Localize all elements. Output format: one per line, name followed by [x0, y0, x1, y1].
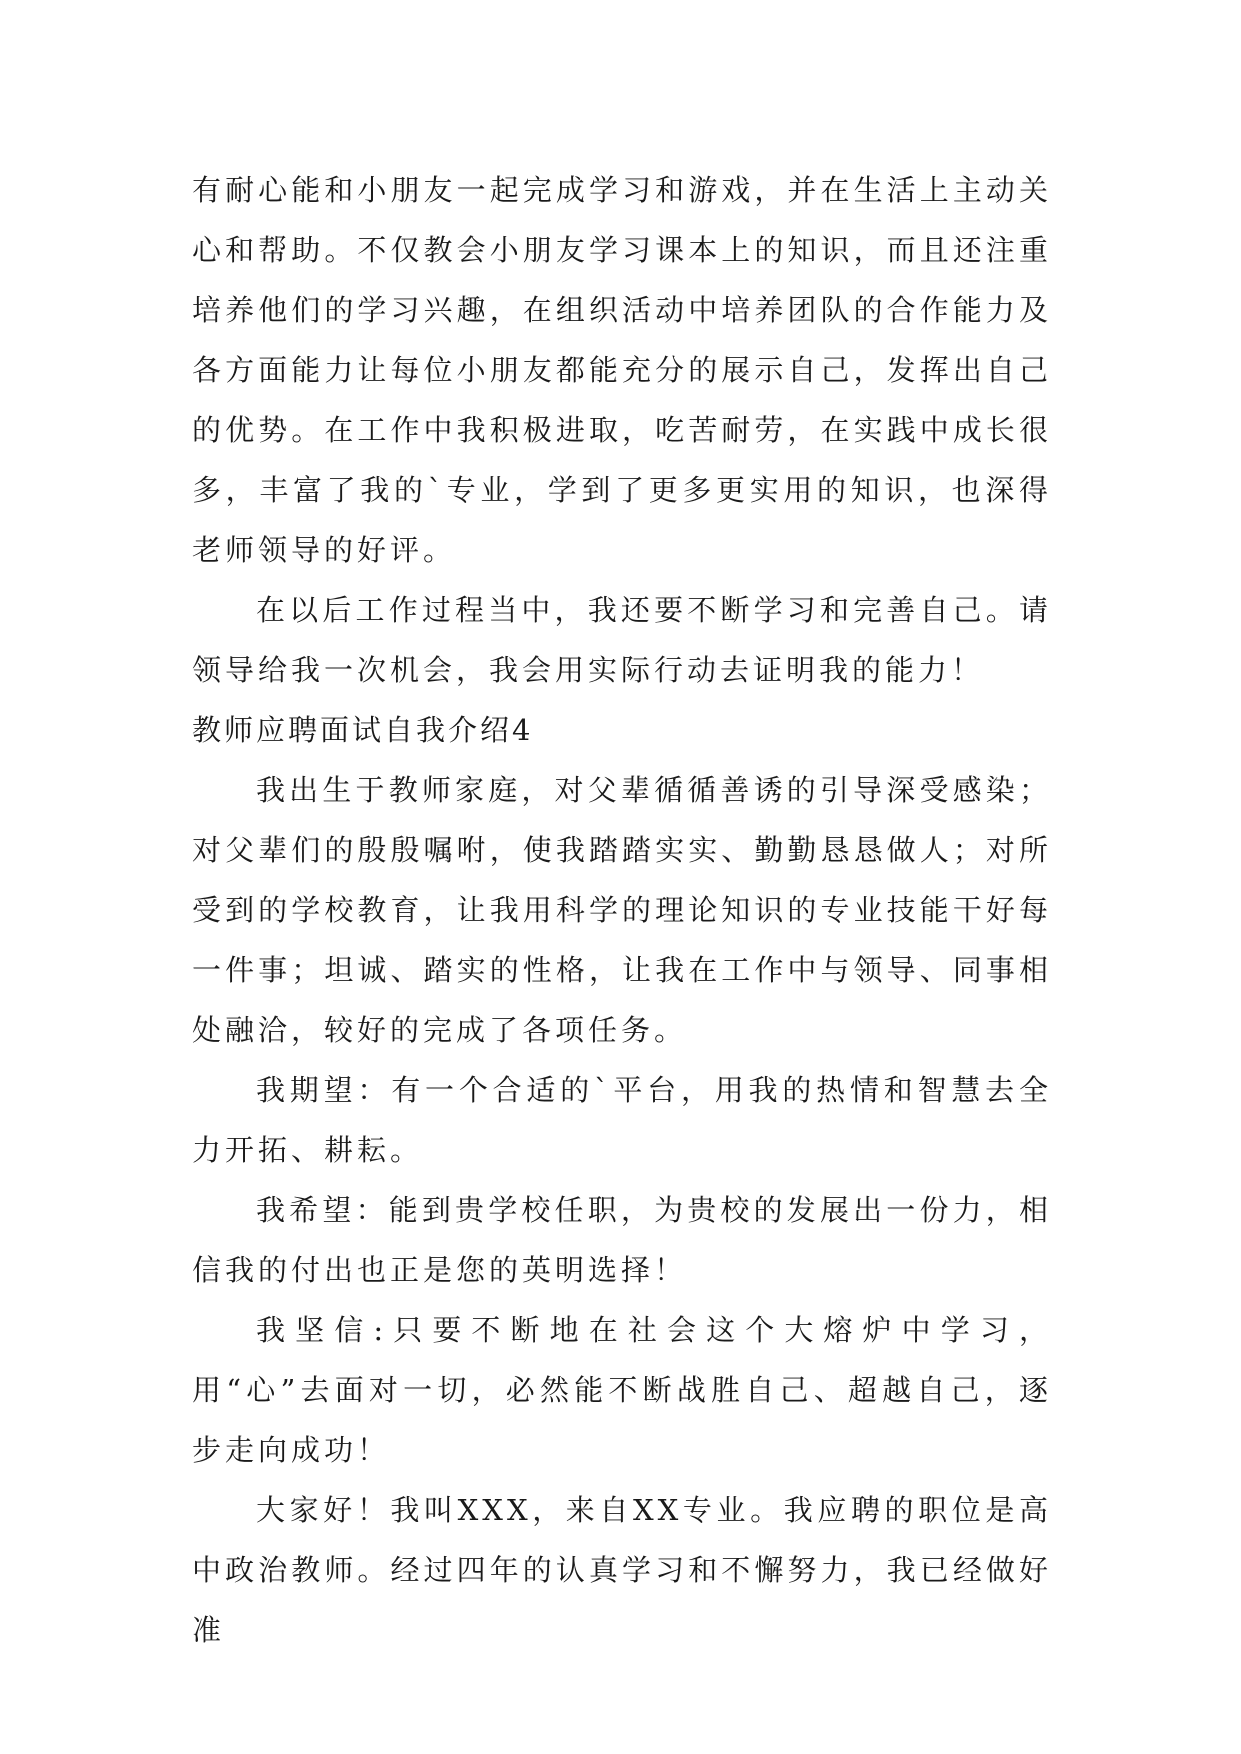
paragraph-greeting: 大家好！我叫XXX，来自XX专业。我应聘的职位是高中政治教师。经过四年的认真学习和不懈努力，我已经做好准	[192, 1493, 1052, 1647]
paragraph-expectation: 我期望：有一个合适的`平台，用我的热情和智慧去全力开拓、耕耘。	[192, 1073, 1052, 1167]
document-body	[192, 160, 1052, 1660]
paragraph-belief: 我坚信:只要不断地在社会这个大熔炉中学习，用“心”去面对一切，必然能不断战胜自己、超越自己，逐步走向成功！	[192, 1313, 1052, 1467]
paragraph-family-background: 我出生于教师家庭，对父辈循循善诱的引导深受感染；对父辈们的殷殷嘱咐，使我踏踏实实、勤勤恳恳做人；对所受到的学校教育，让我用科学的理论知识的专业技能干好每一件事；坦诚、踏实的性格，让我在工作中与领导、同事相处融洽，较好的完成了各项任务。	[192, 773, 1052, 1047]
section-heading: 教师应聘面试自我介绍4	[192, 713, 534, 747]
paragraph-hope: 我希望：能到贵学校任职，为贵校的发展出一份力，相信我的付出也正是您的英明选择！	[192, 1193, 1052, 1287]
paragraph-closing-request: 在以后工作过程当中，我还要不断学习和完善自己。请领导给我一次机会，我会用实际行动去证明我的能力！	[192, 593, 1052, 687]
paragraph-intro-continued: 有耐心能和小朋友一起完成学习和游戏，并在生活上主动关心和帮助。不仅教会小朋友学习课本上的知识，而且还注重培养他们的学习兴趣，在组织活动中培养团队的合作能力及各方面能力让每位小朋友都能充分的展示自己，发挥出自己的优势。在工作中我积极进取，吃苦耐劳，在实践中成长很多，丰富了我的`专业，学到了更多更实用的知识，也深得老师领导的好评。	[192, 173, 1052, 567]
